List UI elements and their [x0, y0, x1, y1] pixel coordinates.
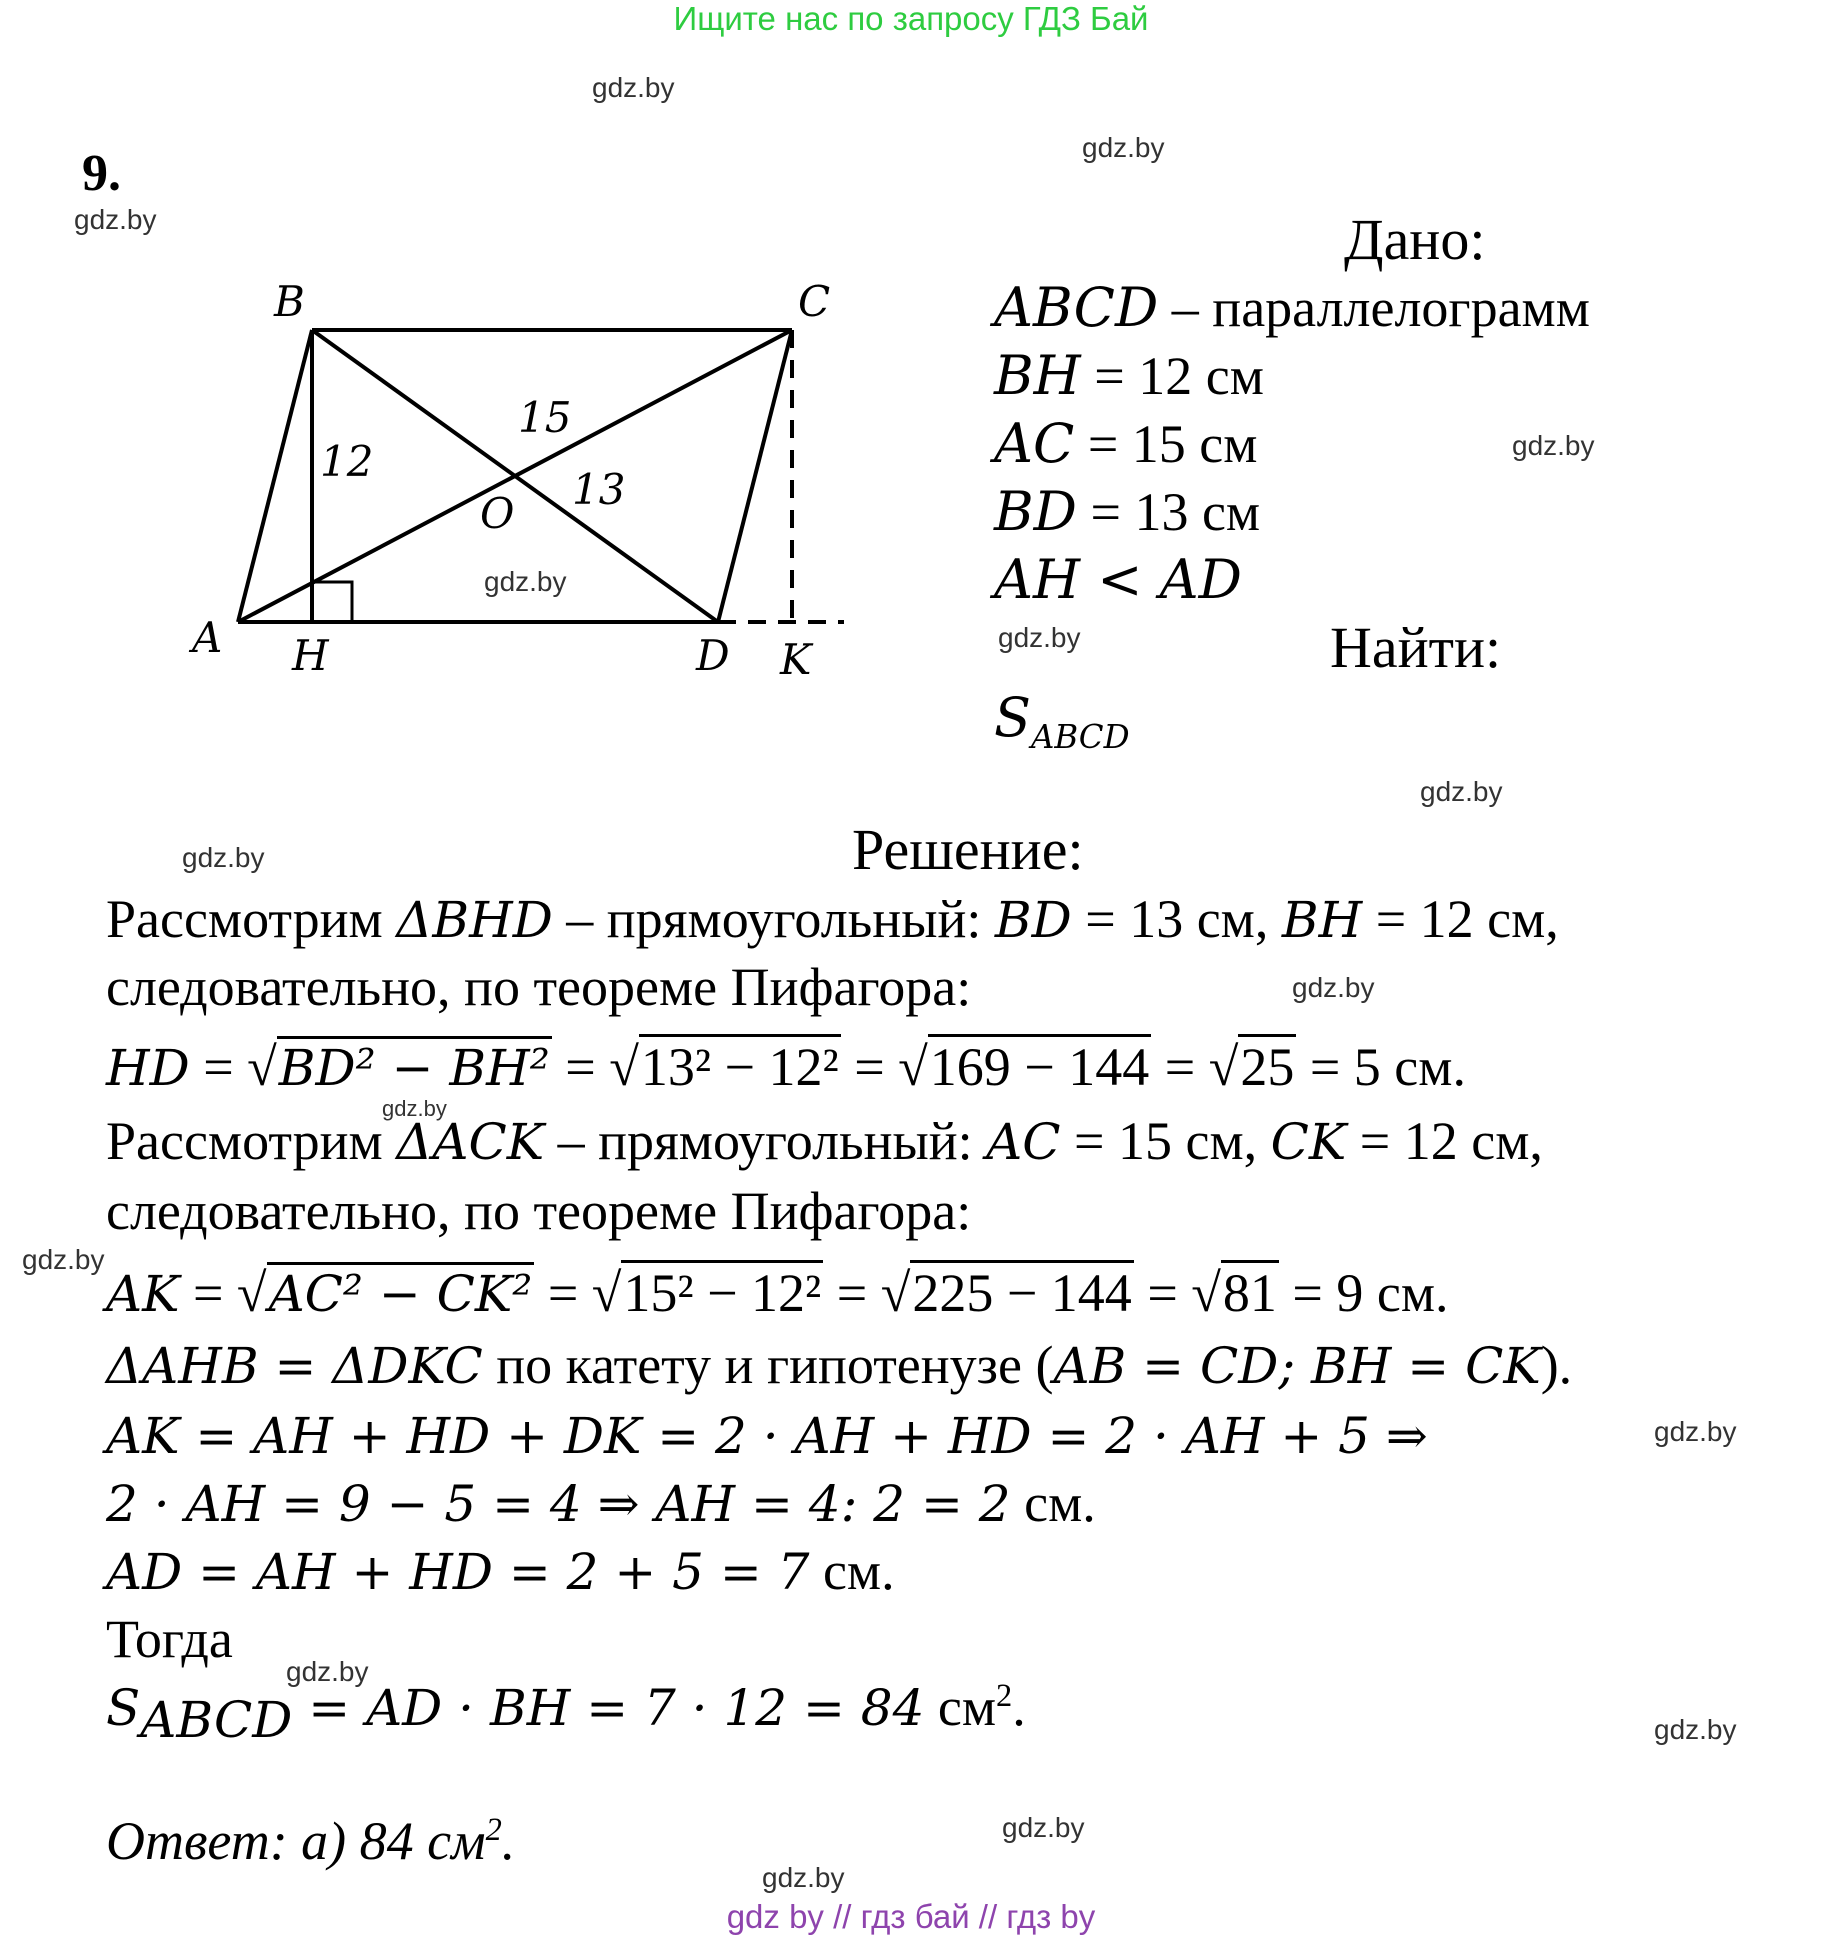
watermark: gdz.by	[182, 842, 265, 873]
solution-line-9: 2 · AH = 9 − 5 = 4 ⇒ AH = 4: 2 = 2 см.	[106, 1473, 1096, 1533]
watermark: gdz.by	[22, 1244, 105, 1275]
watermark: gdz.by	[1654, 1416, 1737, 1447]
solution-line-3: HD = √BD² − BH² = √13² − 12² = √169 − 144 = √25 = 5 см.	[106, 1036, 1466, 1098]
watermark: gdz.by	[1292, 972, 1375, 1003]
watermark: gdz.by	[484, 566, 567, 597]
given-line: BH = 12 см	[994, 344, 1264, 407]
parallelogram-figure	[180, 270, 860, 710]
label-15: 15	[518, 393, 572, 442]
label-c: C	[798, 277, 831, 326]
side-cd	[718, 330, 792, 622]
watermark: gdz.by	[286, 1656, 369, 1687]
solution-line-1: Рассмотрим ΔBHD – прямоугольный: BD = 13 см, BH = 12 см,	[106, 889, 1559, 949]
given-line: ABCD – параллелограмм	[994, 276, 1590, 339]
right-angle-mark	[312, 582, 352, 622]
given-line: AH < AD	[994, 548, 1242, 611]
side-ab	[238, 330, 312, 622]
find-title: Найти:	[1330, 615, 1502, 680]
solution-line-10: AD = AH + HD = 2 + 5 = 7 см.	[106, 1541, 895, 1601]
given-line: BD = 13 см	[994, 480, 1261, 543]
label-a: A	[192, 613, 223, 662]
label-k: K	[780, 635, 812, 684]
watermark: gdz.by	[762, 1862, 845, 1893]
label-d: D	[696, 631, 730, 680]
solution-line-8: AK = AH + HD + DK = 2 · AH + HD = 2 · AH + 5 ⇒	[106, 1407, 1428, 1465]
solution-line-2: следовательно, по теореме Пифагора:	[106, 957, 972, 1017]
bottom-banner: gdz by // гдз бай // гдз by	[726, 1898, 1096, 1935]
given-title: Дано:	[1344, 207, 1486, 272]
solution-line-6: AK = √AC² − CK² = √15² − 12² = √225 − 144 = √81 = 9 см.	[106, 1262, 1449, 1324]
find-value: $S_{ABCD}$	[994, 686, 1130, 756]
solution-line-12: $S_{ABCD}$ = AD · BH = 7 · 12 = 84 $см^2$.	[106, 1677, 1026, 1749]
watermark: gdz.by	[592, 72, 675, 103]
watermark: gdz.by	[1002, 1812, 1085, 1843]
watermark: gdz.by	[998, 622, 1081, 653]
watermark: gdz.by	[1082, 132, 1165, 163]
label-b: B	[274, 277, 305, 326]
watermark: gdz.by	[382, 1096, 447, 1121]
watermark: gdz.by	[1512, 430, 1595, 461]
label-13: 13	[572, 465, 626, 514]
label-o: O	[480, 489, 515, 538]
given-line: AC = 15 см	[994, 412, 1258, 475]
watermark: gdz.by	[1654, 1714, 1737, 1745]
label-12: 12	[320, 437, 374, 486]
watermark: gdz.by	[1420, 776, 1503, 807]
watermark: gdz.by	[74, 204, 157, 235]
solution-line-5: следовательно, по теореме Пифагора:	[106, 1181, 972, 1241]
solution-line-4: Рассмотрим ΔACK – прямоугольный: AC = 15 см, CK = 12 см,	[106, 1111, 1543, 1171]
solution-line-7: ΔAHB = ΔDKC по катету и гипотенузе (AB = CD; BH = CK).	[106, 1335, 1573, 1395]
solution-title: Решение:	[852, 817, 1084, 882]
solution-line-11: Тогда	[106, 1609, 233, 1669]
answer: Ответ: а) 84 $см^2$.	[106, 1811, 516, 1871]
label-h: H	[292, 631, 329, 680]
top-banner: Ищите нас по запросу ГДЗ Бай	[673, 0, 1149, 37]
problem-number: 9.	[82, 145, 121, 202]
